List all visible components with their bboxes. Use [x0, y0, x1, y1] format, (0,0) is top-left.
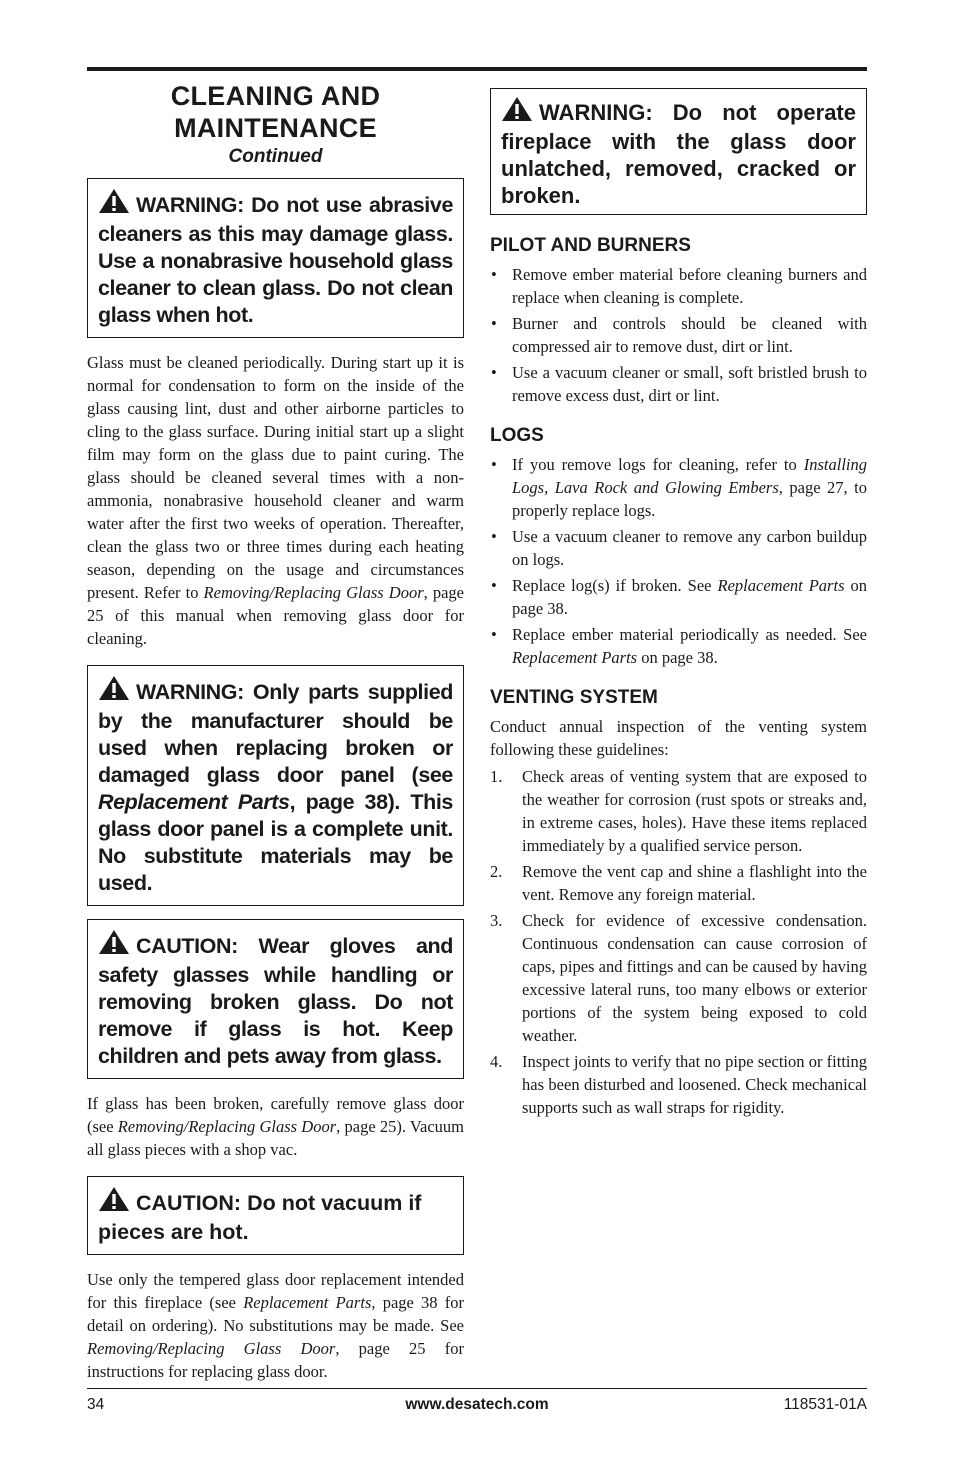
footer-rule — [87, 1388, 867, 1389]
list-item: 4. Inspect joints to verify that no pipe section or fitting has been disturbed and loosened. Check mechanical supports such as wall straps for rigidity. — [490, 1052, 867, 1117]
broken-glass-paragraph: If glass has been broken, carefully remove glass door (see Removing/Replacing Glass Door, page 25). Vacuum all glass pieces with a shop vac. — [87, 1094, 464, 1159]
website-link[interactable]: www.desatech.com — [405, 1396, 549, 1413]
pilot-burners-heading: PILOT AND BURNERS — [490, 235, 691, 256]
list-item: 3. Check for evidence of excessive condensation. Continuous condensation can cause corrosion of caps, pipes and fittings and can be caused by having excessive lateral runs, too many elbows or exterior portions of the system being exposed to cold weather. — [490, 911, 867, 1045]
warning-triangle-icon — [98, 675, 130, 708]
list-item: 2. Remove the vent cap and shine a flashlight into the vent. Remove any foreign material. — [490, 862, 867, 904]
left-column — [87, 80, 464, 1398]
warning-box-abrasive: WARNING: Do not use abrasive cleaners as this may damage glass. Use a nonabrasive household glass cleaner to clean glass. Do not clean glass when hot. — [87, 178, 464, 338]
glass-cleaning-paragraph: Glass must be cleaned periodically. During start up it is normal for condensation to form on the inside of the glass causing lint, dust and other airborne particles to cling to the glass surface. During initial start up a slight film may form on the glass due to paint curing. The glass should be cleaned several times with a non-ammonia, nonabrasive household cleaner and warm water after the first two weeks of operation. Thereafter, clean the glass two or three times during each heating season, depending on the usage and circumstances present. Refer to Removing/Replacing Glass Door, page 25 of this manual when removing glass door for cleaning. — [87, 353, 464, 648]
warning-box-door: WARNING: Do not operate fireplace with the glass door unlatched, removed, cracked or broken. — [490, 88, 867, 215]
logs-list — [490, 453, 867, 669]
section-title: CLEANING AND MAINTENANCE — [170, 81, 381, 143]
venting-system-heading: VENTING SYSTEM — [490, 687, 658, 708]
list-item: • If you remove logs for cleaning, refer to Installing Logs, Lava Rock and Glowing Embers, page 27, to properly replace logs. — [490, 453, 867, 522]
list-item: • Replace log(s) if broken. See Replacement Parts on page 38. — [490, 574, 867, 620]
replacement-glass-paragraph: Use only the tempered glass door replacement intended for this fireplace (see Replacement Parts, page 38 for detail on ordering). No substitutions may be made. See Removing/Replacing Glass Door, page 25 for instructions for replacing glass door. — [87, 1270, 464, 1381]
section-subtitle: Continued — [228, 146, 323, 167]
caution-box-gloves: CAUTION: Wear gloves and safety glasses while handling or removing broken glass. Do not remove if glass is hot. Keep children and pets away from glass. — [87, 919, 464, 1079]
list-item: 1. Check areas of venting system that are exposed to the weather for corrosion (rust spots or streaks and, in extreme cases, holes). Have these items replaced immediately by a qualified service person. — [490, 767, 867, 855]
list-item: • Use a vacuum cleaner to remove any carbon buildup on logs. — [490, 525, 867, 571]
warning-triangle-icon — [98, 188, 130, 221]
list-item: • Replace ember material periodically as needed. See Replacement Parts on page 38. — [490, 623, 867, 669]
warning-triangle-icon — [501, 96, 533, 128]
page-number: 34 — [87, 1396, 105, 1413]
warning-box-parts: WARNING: Only parts supplied by the manufacturer should be used when replacing broken or damaged glass door panel (see Replacement Parts, page 38). This glass door panel is a complete unit. No substitute materials may be used. — [87, 665, 464, 906]
list-item: • Use a vacuum cleaner or small, soft bristled brush to remove excess dust, dirt or lint. — [490, 361, 867, 407]
document-number: 118531-01A — [783, 1396, 867, 1413]
list-item: • Burner and controls should be cleaned with compressed air to remove dust, dirt or lint. — [490, 312, 867, 358]
venting-intro: Conduct annual inspection of the venting system following these guidelines: — [490, 717, 867, 759]
venting-steps-list — [490, 765, 867, 1119]
pilot-burners-list — [490, 263, 867, 407]
caution-box-vacuum: CAUTION: Do not vacuum if pieces are hot. — [87, 1176, 464, 1255]
right-column — [490, 88, 867, 1122]
warning-triangle-icon — [98, 929, 130, 962]
top-rule — [87, 67, 867, 71]
list-item: • Remove ember material before cleaning burners and replace when cleaning is complete. — [490, 263, 867, 309]
warning-triangle-icon — [98, 1186, 130, 1219]
logs-heading: LOGS — [490, 425, 544, 446]
